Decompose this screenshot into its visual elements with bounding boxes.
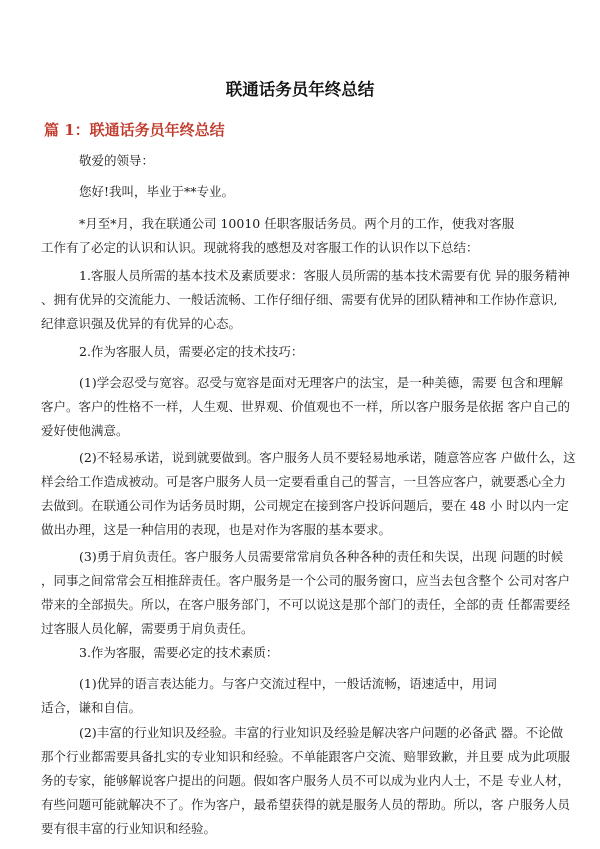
paragraph-line: (2)丰富的行业知识及经验。丰富的行业知识及经验是解决客户问题的必备武 器。不论做 <box>79 725 564 740</box>
paragraph-point-1 <box>41 264 570 336</box>
paragraph-line: 工作有了必定的认识和认识。现就将我的感想及对客服工作的认识作以下总结： <box>41 240 479 255</box>
paragraph-line: 带来的全部损失。所以，在客户服务部门，不可以说这是那个部门的责任，全部的责 任都需要经 <box>41 597 570 612</box>
paragraph-line: (1)优异的语言表达能力。与客户交流过程中，一般话流畅，语速适中，用词 <box>79 676 497 691</box>
section-heading: 篇 1：联通话务员年终总结 <box>44 121 225 139</box>
paragraph-point-2-2 <box>41 446 576 542</box>
paragraph-line: 1.客服人员所需的基本技术及素质要求：客服人员所需的基本技术需要有优 异的服务精神 <box>79 268 570 283</box>
paragraph-line: 过客服人员化解，需要勇于肩负责任。 <box>41 621 254 636</box>
paragraph-line: ，同事之间常常会互相推辞责任。客户服务是一个公司的服务窗口，应当去包含整个 公司对客户 <box>41 573 570 588</box>
paragraph-line: *月至*月，我在联通公司 10010 任职客服话务员。两个月的工作，使我对客服 <box>79 216 515 231</box>
document-title: 联通话务员年终总结 <box>225 80 375 99</box>
paragraph-line: 有些问题可能就解决不了。作为客户，最希望获得的就是服务人员的帮助。所以，客 户服务人员 <box>41 797 570 812</box>
paragraph-line: 客户。客户的性格不一样，人生观、世界观、价值观也不一样，所以客户服务是依据 客户自己的 <box>41 399 570 414</box>
paragraph-intro <box>41 212 561 260</box>
paragraph-point-3-2 <box>41 721 570 841</box>
paragraph-line: 务的专家，能够解说客户提出的问题。假如客户服务人员不可以成为业内人士，不是 专业人材， <box>41 773 570 788</box>
paragraph-line: 敬爱的领导： <box>79 153 155 168</box>
paragraph-line: 2.作为客服人员，需要必定的技术技巧： <box>79 344 304 359</box>
paragraph-line: 爱好使他满意。 <box>41 423 129 438</box>
paragraph-line: 做出办理，这是一种信用的表现，也是对作为客服的基本要求。 <box>41 522 392 537</box>
paragraph-greeting <box>41 180 561 204</box>
paragraph-line: 样会给工作造成被动。可是客户服务人员一定要看重自己的誓言，一旦答应客户，就要悉心全力 <box>41 474 567 489</box>
paragraph-point-2-1 <box>41 371 570 443</box>
paragraph-point-3-1 <box>41 672 561 720</box>
paragraph-line: (2)不轻易承诺，说到就要做到。客户服务人员不要轻易地承诺，随意答应客 户做什么，这 <box>79 450 576 465</box>
paragraph-line: 您好!我叫，毕业于**专业。 <box>79 184 235 199</box>
paragraph-line: (3)勇于肩负责任。客户服务人员需要常常肩负各种各种的责任和失误，出现 问题的时候 <box>79 549 564 564</box>
paragraph-point-3 <box>41 641 561 665</box>
paragraph-line: 纪律意识强及优异的有优异的心态。 <box>41 316 242 331</box>
paragraph-line: 要有很丰富的行业知识和经验。 <box>41 821 217 836</box>
paragraph-line: 3.作为客服，需要必定的技术素质： <box>79 645 279 660</box>
paragraph-salutation <box>41 149 561 173</box>
paragraph-point-2-3 <box>41 545 570 641</box>
paragraph-line: 去做到。在联通公司作为话务员时期，公司规定在接到客户投诉问题后，要在 48 小 时以内一定 <box>41 498 569 513</box>
paragraph-line: 那个行业都需要具备扎实的专业知识和经验。不单能跟客户交流、赔罪致歉，并且要 成为此项服 <box>41 749 570 764</box>
paragraph-line: 适合，谦和自信。 <box>41 700 142 715</box>
paragraph-point-2 <box>41 340 561 364</box>
paragraph-line: 、拥有优异的交流能力、一般话流畅、工作仔细仔细、需要有优异的团队精神和工作协作意识, <box>41 292 558 307</box>
paragraph-line: (1)学会忍受与宽容。忍受与宽容是面对无理客户的法宝，是一种美德，需要 包含和理解 <box>79 375 564 390</box>
